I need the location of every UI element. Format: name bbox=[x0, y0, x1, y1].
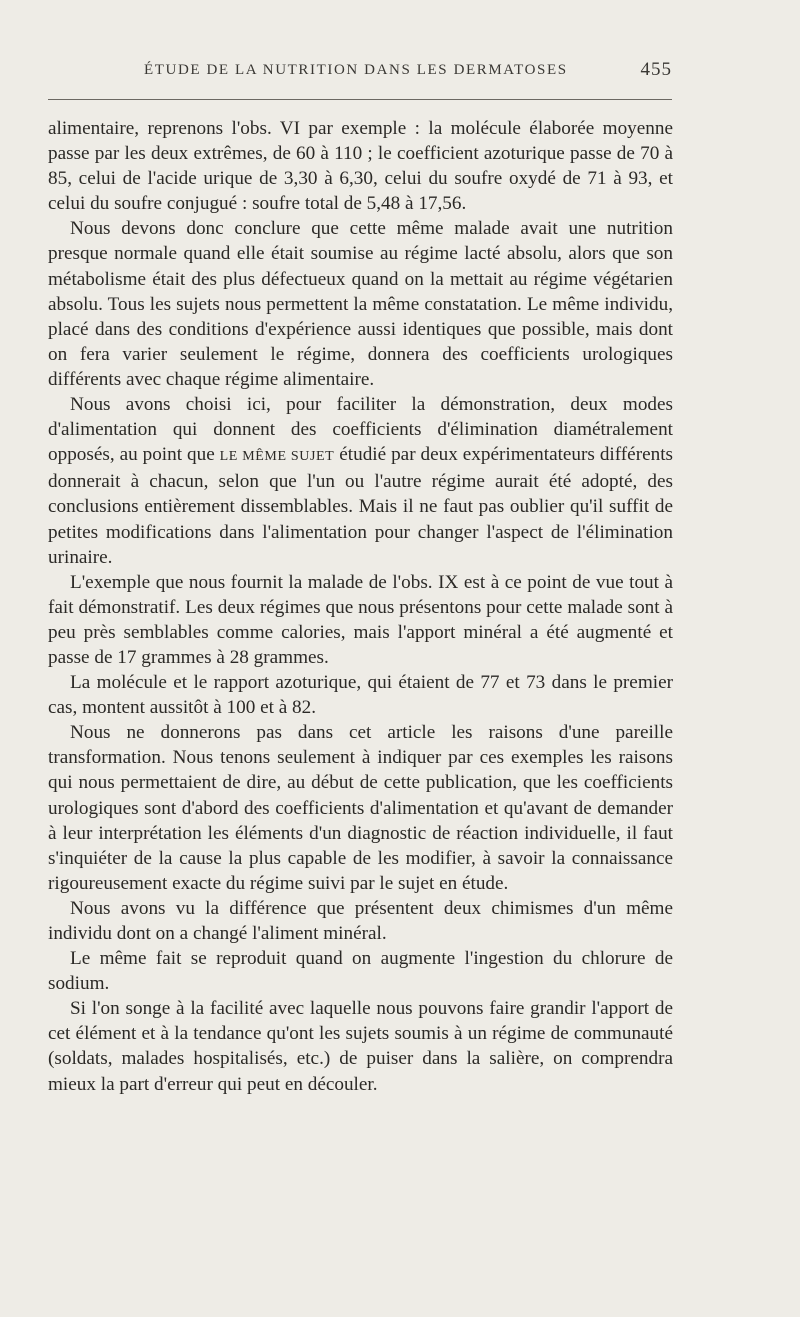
paragraph-7: Nous avons vu la différence que présentent deux chimismes d'un même individu dont on a changé l'aliment minéral. bbox=[48, 897, 673, 944]
paragraph-3 bbox=[48, 392, 673, 570]
body-text bbox=[48, 116, 673, 1097]
paragraph-3-start: Nous avons choisi ici, pour faciliter la démonstration, deux modes d'alimentation qui donnent des coefficients d'élimination diamétralement opposés, au point que bbox=[48, 394, 673, 466]
paragraph-2: Nous devons donc conclure que cette même malade avait une nutrition presque normale quand elle était soumise au régime lacté absolu, alors que son métabolisme était des plus défectueux quand on la mettait au régime végétarien absolu. Tous les sujets nous permettent la même constatation. Le même individu, placé dans des conditions d'expérience aussi identiques que possible, mais dont on fera varier seulement le régime, donnera des coefficients urologiques différents avec chaque régime alimentaire. bbox=[48, 218, 673, 390]
page-header bbox=[48, 59, 672, 86]
paragraph-6: Nous ne donnerons pas dans cet article les raisons d'une pareille transformation. Nous tenons seulement à indiquer par ces exemples les raisons qui nous permettaient de dire, au début de cette publication, que les coefficients urologiques sont d'abord des coefficients d'alimentation et qu'avant de demander à leur interprétation les éléments d'un diagnostic de réaction individuelle, il faut s'inquiéter de la cause la plus capable de les modifier, à savoir la connaissance rigoureusement exacte du régime suivi par le sujet en étude. bbox=[48, 722, 673, 894]
paragraph-9: Si l'on songe à la facilité avec laquelle nous pouvons faire grandir l'apport de cet élément et à la tendance qu'ont les sujets soumis à un régime de communauté (soldats, malades hospitalisés, etc.) de puiser dans la salière, on comprendra mieux la part d'erreur qui peut en découler. bbox=[48, 998, 673, 1095]
running-title: ÉTUDE DE LA NUTRITION DANS LES DERMATOSES bbox=[144, 62, 568, 78]
paragraph-3-end: étudié par deux expérimentateurs différents donnerait à chacun, selon que l'un ou l'autre régime aurait été adopté, des conclusions entièrement dissemblables. Mais il ne faut pas oublier qu'il suffit de petites modifications dans l'alimentation pour changer l'aspect de l'élimination urinaire. bbox=[48, 444, 673, 568]
page-number: 455 bbox=[640, 59, 672, 80]
header-rule bbox=[48, 99, 672, 100]
paragraph-1: alimentaire, reprenons l'obs. VI par exemple : la molécule élaborée moyenne passe par les deux extrêmes, de 60 à 110 ; le coefficient azoturique passe de 70 à 85, celui de l'acide urique de 3,30 à 6,30, celui du soufre oxydé de 71 à 93, et celui du soufre conjugué : soufre total de 5,48 à 17,56. bbox=[48, 118, 673, 215]
paragraph-8: Le même fait se reproduit quand on augmente l'ingestion du chlorure de sodium. bbox=[48, 948, 673, 995]
emphasis-le-meme-sujet: LE MÊME SUJET bbox=[219, 449, 335, 465]
paragraph-4: L'exemple que nous fournit la malade de l'obs. IX est à ce point de vue tout à fait démonstratif. Les deux régimes que nous présentons pour cette malade sont à peu près semblables comme calories, mais l'apport minéral a été augmenté et passe de 17 grammes à 28 grammes. bbox=[48, 571, 673, 668]
paragraph-5: La molécule et le rapport azoturique, qui étaient de 77 et 73 dans le premier cas, montent aussitôt à 100 et à 82. bbox=[48, 672, 673, 719]
